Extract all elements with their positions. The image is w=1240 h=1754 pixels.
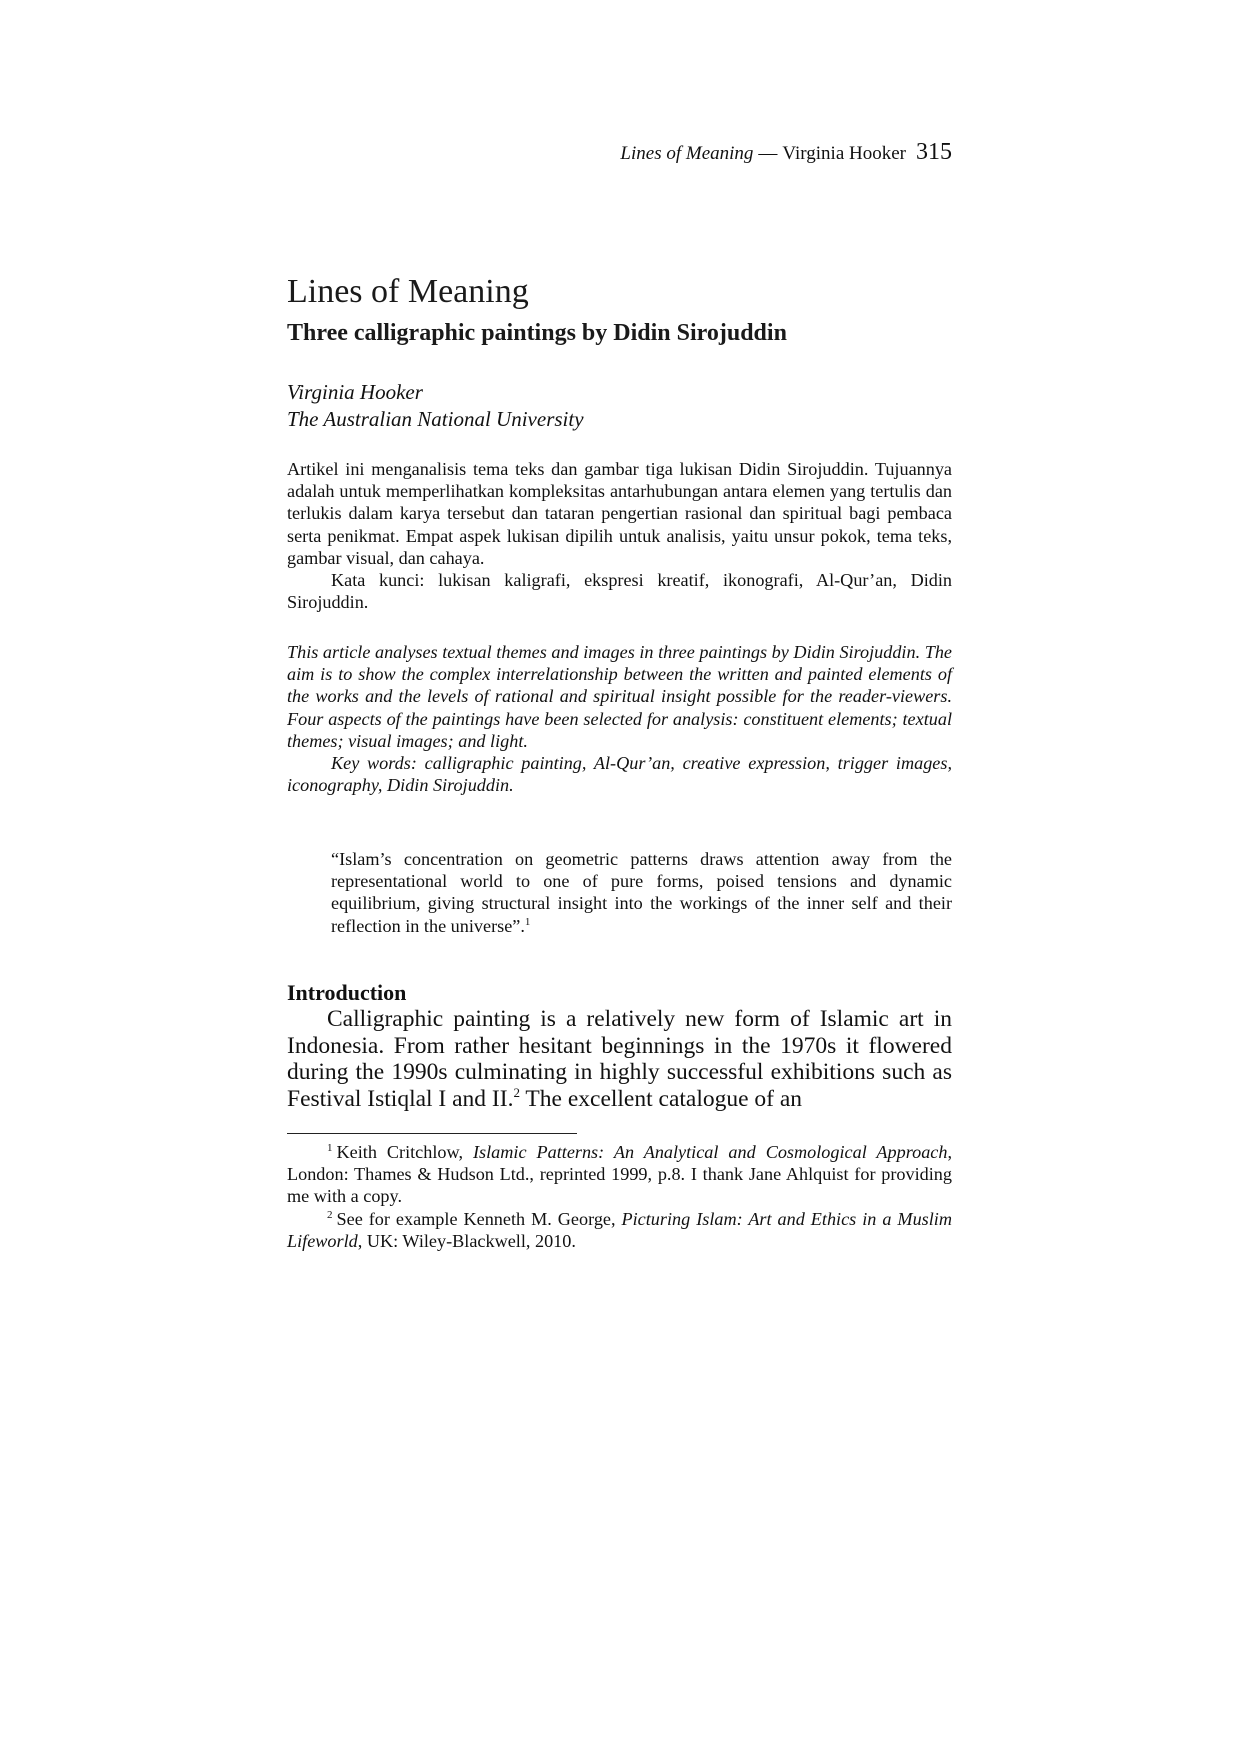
- footnote-citation-title: Picturing Islam: Art and Ethics in a Muslim Lifeworld: [287, 1208, 952, 1251]
- introduction-paragraph: [287, 1006, 952, 1112]
- footnote-citation-title: Islamic Patterns: An Analytical and Cosmological Approach: [472, 1142, 948, 1162]
- abstract-english-body: This article analyses textual themes and images in three paintings by Didin Sirojuddin. The aim is to show the complex interrelationship between the written and painted elements of the works and the levels of rational and spiritual insight possible for the reader-viewers. Four aspects of the paintings have been selected for analysis: constituent elements; textual themes; visual images; and light.: [287, 642, 952, 751]
- footnote-2: [287, 1208, 952, 1252]
- footnote-number: 2: [327, 1208, 333, 1221]
- footnote-text: , UK: Wiley-Blackwell, 2010.: [357, 1230, 576, 1251]
- running-header-title: Lines of Meaning: [620, 143, 754, 164]
- running-header-author: Virginia Hooker: [782, 143, 906, 164]
- running-header-dash: —: [758, 143, 778, 164]
- epigraph-text: “Islam’s concentration on geometric patterns draws attention away from the representational world to one of pure forms, poised tensions and dynamic equilibrium, giving structural insight into the workings of the inner self and their reflection in the universe”.: [331, 849, 952, 936]
- footnote-number: 1: [327, 1141, 333, 1154]
- article-title: Lines of Meaning: [287, 273, 529, 310]
- footnote-text: Keith Critchlow,: [336, 1142, 473, 1162]
- page-number: 315: [916, 139, 952, 165]
- abstract-indonesian: [287, 458, 952, 613]
- footnote-text: , London: Thames & Hudson Ltd., reprinted 1999, p.8. I thank Jane Ahlquist for providing me with a copy.: [287, 1142, 952, 1207]
- abstract-english: [287, 641, 952, 796]
- article-subtitle: Three calligraphic paintings by Didin Sirojuddin: [287, 320, 787, 346]
- footnote-ref-1[interactable]: 1: [524, 915, 531, 928]
- author-affiliation: The Australian National University: [287, 407, 584, 431]
- footnotes: [287, 1141, 952, 1252]
- epigraph-quote: [331, 848, 952, 937]
- abstract-indonesian-keywords: Kata kunci: lukisan kaligrafi, ekspresi kreatif, ikonografi, Al-Qur’an, Didin Sirojuddin.: [287, 570, 952, 613]
- footnote-divider: [287, 1133, 577, 1134]
- footnote-text: See for example Kenneth M. George,: [336, 1208, 622, 1229]
- footnote-1: [287, 1141, 952, 1208]
- abstract-indonesian-body: Artikel ini menganalisis tema teks dan gambar tiga lukisan Didin Sirojuddin. Tujuannya adalah untuk memperlihatkan kompleksitas antarhubungan antara elemen yang tertulis dan terlukis dalam karya tersebut dan tataran pengertian rasional dan spiritual bagi pembaca serta penikmat. Empat aspek lukisan dipilih untuk analisis, yaitu unsur pokok, tema teks, gambar visual, dan cahaya.: [287, 459, 952, 568]
- footnote-ref-2[interactable]: 2: [513, 1084, 520, 1100]
- author-name: Virginia Hooker: [287, 380, 423, 404]
- introduction-text-continued: The excellent catalogue of an: [519, 1085, 803, 1112]
- running-header: [287, 140, 952, 166]
- introduction-text: Calligraphic painting is a relatively new form of Islamic art in Indonesia. From rather hesitant beginnings in the 1970s it flowered during the 1990s culminating in highly successful exhibitions such as Festival Istiqlal I and II.: [287, 1006, 952, 1112]
- section-heading-introduction: Introduction: [287, 980, 407, 1005]
- abstract-english-keywords: Key words: calligraphic painting, Al-Qur’an, creative expression, trigger images, iconography, Didin Sirojuddin.: [287, 753, 952, 796]
